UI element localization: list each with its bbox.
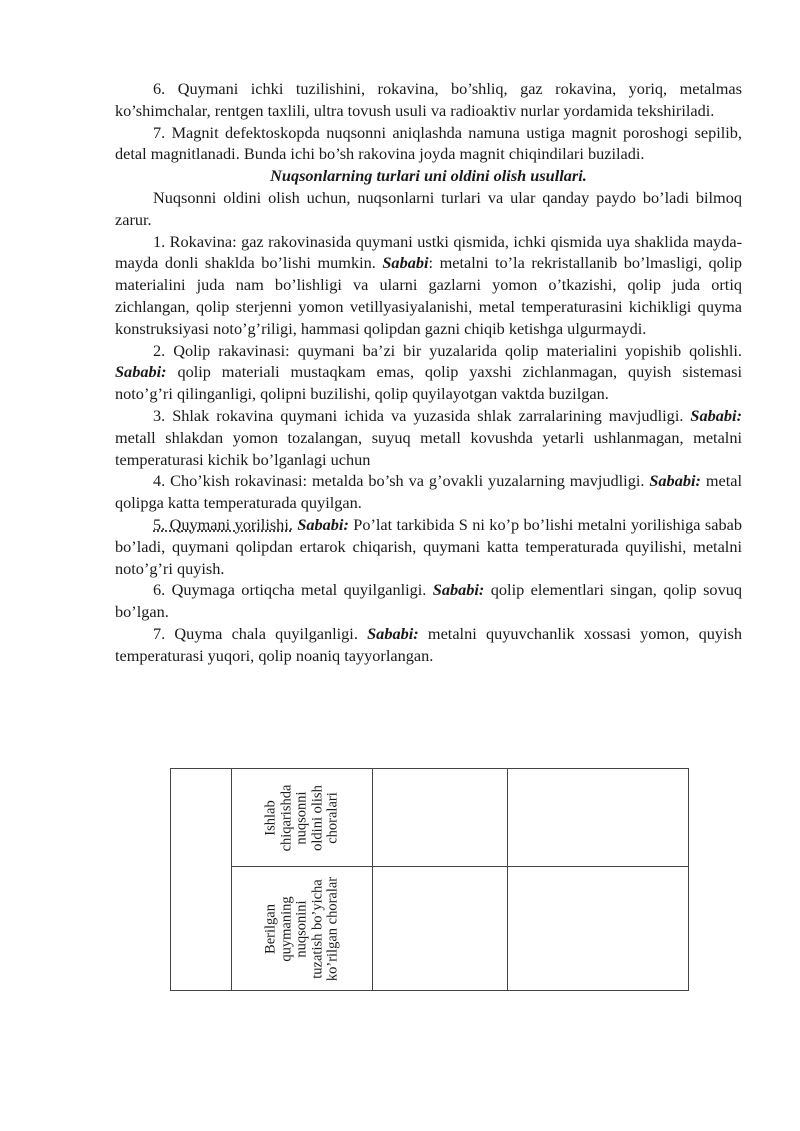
defect-cause: Po’lat tarkibida S ni ko’p bo’lishi metalni yorilishiga sabab bo’ladi, quymani qolipdan ertarok chiqarish, quymani katta temperaturada quyilishi, metalni noto’g’ri quyish. bbox=[115, 514, 742, 578]
defect-text: 5. Quymani yorilishi. bbox=[153, 514, 293, 534]
defect-item-4 bbox=[115, 470, 742, 514]
header-line: quymaning bbox=[277, 895, 294, 962]
header-line: tuzatish bo’yicha bbox=[308, 878, 325, 979]
header-line: Ishlab bbox=[262, 799, 279, 836]
defect-item-5 bbox=[115, 514, 742, 579]
header-line: nuqsonini bbox=[293, 899, 310, 958]
cause-separator: : bbox=[428, 253, 434, 273]
defect-item-3 bbox=[115, 405, 742, 470]
table-header-correction bbox=[232, 867, 373, 991]
document-body bbox=[115, 78, 742, 667]
table-row bbox=[171, 867, 689, 991]
defect-text: 2. Qolip rakavinasi: quymani ba’zi bir yuzalarida qolip materialini yopishib qolishli. bbox=[153, 340, 742, 360]
cause-label: Sababi: bbox=[690, 405, 742, 425]
cause-label: Sababi: bbox=[367, 623, 419, 643]
header-line: Berilgan bbox=[262, 903, 279, 954]
defect-text: 1. Rokavina: gaz rakovinasida quymani ustki qismida, ichki qismida uya shaklida mayda-mayda donli shaklda bo’lishi mumkin. bbox=[115, 231, 742, 273]
table-header-prevention bbox=[232, 769, 373, 867]
defect-cause: qolip elementlari singan, qolip sovuq bo’lgan. bbox=[115, 580, 742, 622]
measures-table bbox=[170, 768, 689, 991]
defect-item-6 bbox=[115, 579, 742, 623]
table-cell-empty bbox=[508, 867, 689, 991]
defect-cause: metalni to’la rekristallanib bo’lmasligi, qolip materialini juda nam bo’lishligi va ularni gazlarni yomon o’tkazishi, qolip juda ortiq zichlangan, qolip sterjenni yomon vetillyasiyalanishi, metal temperaturasini kichikligi quyma konstruksiyasi noto’g’riligi, hammasi qolipdan gazni chiqib ketishga ulgurmaydi. bbox=[115, 253, 742, 338]
defect-cause: metal qolipga katta temperaturada quyilgan. bbox=[115, 471, 743, 513]
defect-cause: metalni quyuvchanlik xossasi yomon, quyish temperaturasi yuqori, qolip noaniq tayyorlangan. bbox=[115, 623, 743, 665]
header-line: chiqarishda bbox=[277, 784, 294, 851]
header-line: nuqsonni bbox=[293, 790, 310, 845]
table-cell-empty bbox=[373, 867, 508, 991]
cause-label: Sababi: bbox=[115, 362, 167, 382]
defect-item-2 bbox=[115, 340, 742, 405]
defect-text: 3. Shlak rokavina quymani ichida va yuzasida shlak zarralarining mavjudligi. bbox=[153, 405, 684, 425]
table-cell-empty bbox=[508, 769, 689, 867]
cause-label: Sababi bbox=[382, 253, 429, 273]
table-row bbox=[171, 769, 689, 867]
defect-text: 6. Quymaga ortiqcha metal quyilganligi. bbox=[153, 580, 427, 600]
intro-paragraph: Nuqsonni oldini olish uchun, nuqsonlarni turlari va ular qanday paydo bo’ladi bilmoq zarur. bbox=[115, 187, 742, 229]
cause-label: Sababi: bbox=[297, 514, 349, 534]
defect-cause: metall shlakdan yomon tozalangan, suyuq metall kovushda yetarli ushlanmagan, metalni temperaturasi kichik bo’lganlagi uchun bbox=[115, 427, 742, 469]
paragraph-item-7: 7. Magnit defektoskopda nuqsonni aniqlashda namuna ustiga magnit poroshogi sepilib, detal magnitlanadi. Bunda ichi bo’sh rakovina joyda magnit chiqindilari buziladi. bbox=[115, 122, 742, 164]
defect-item-1 bbox=[115, 231, 742, 340]
table-cell-empty bbox=[373, 769, 508, 867]
header-line: oldini olish bbox=[308, 784, 325, 851]
section-heading: Nuqsonlarning turlari uni oldini olish usullari. bbox=[270, 166, 587, 186]
table-cell-empty bbox=[171, 769, 232, 991]
cause-label: Sababi: bbox=[649, 471, 701, 491]
defect-text: 4. Cho’kish rokavinasi: metalda bo’sh va g’ovakli yuzalarning mavjudligi. bbox=[153, 471, 645, 491]
defect-cause: qolip materiali mustaqkam emas, qolip yaxshi zichlanmagan, quyish sistemasi noto’g’ri qilinganligi, qolipni buzilishi, qolip quyilayotgan vaktda buzilgan. bbox=[115, 362, 742, 404]
header-line: choralari bbox=[324, 791, 341, 844]
defect-text: 7. Quyma chala quyilganligi. bbox=[153, 623, 358, 643]
paragraph-item-6: 6. Quymani ichki tuzilishini, rokavina, bo’shliq, gaz rokavina, yoriq, metalmas ko’shimchalar, rentgen taxlili, ultra tovush usuli va radioaktiv nurlar yordamida tekshiriladi. bbox=[115, 79, 742, 120]
cause-label: Sababi: bbox=[432, 580, 485, 600]
header-line: ko’rilgan choralar bbox=[324, 876, 341, 981]
defect-item-7 bbox=[115, 623, 742, 667]
